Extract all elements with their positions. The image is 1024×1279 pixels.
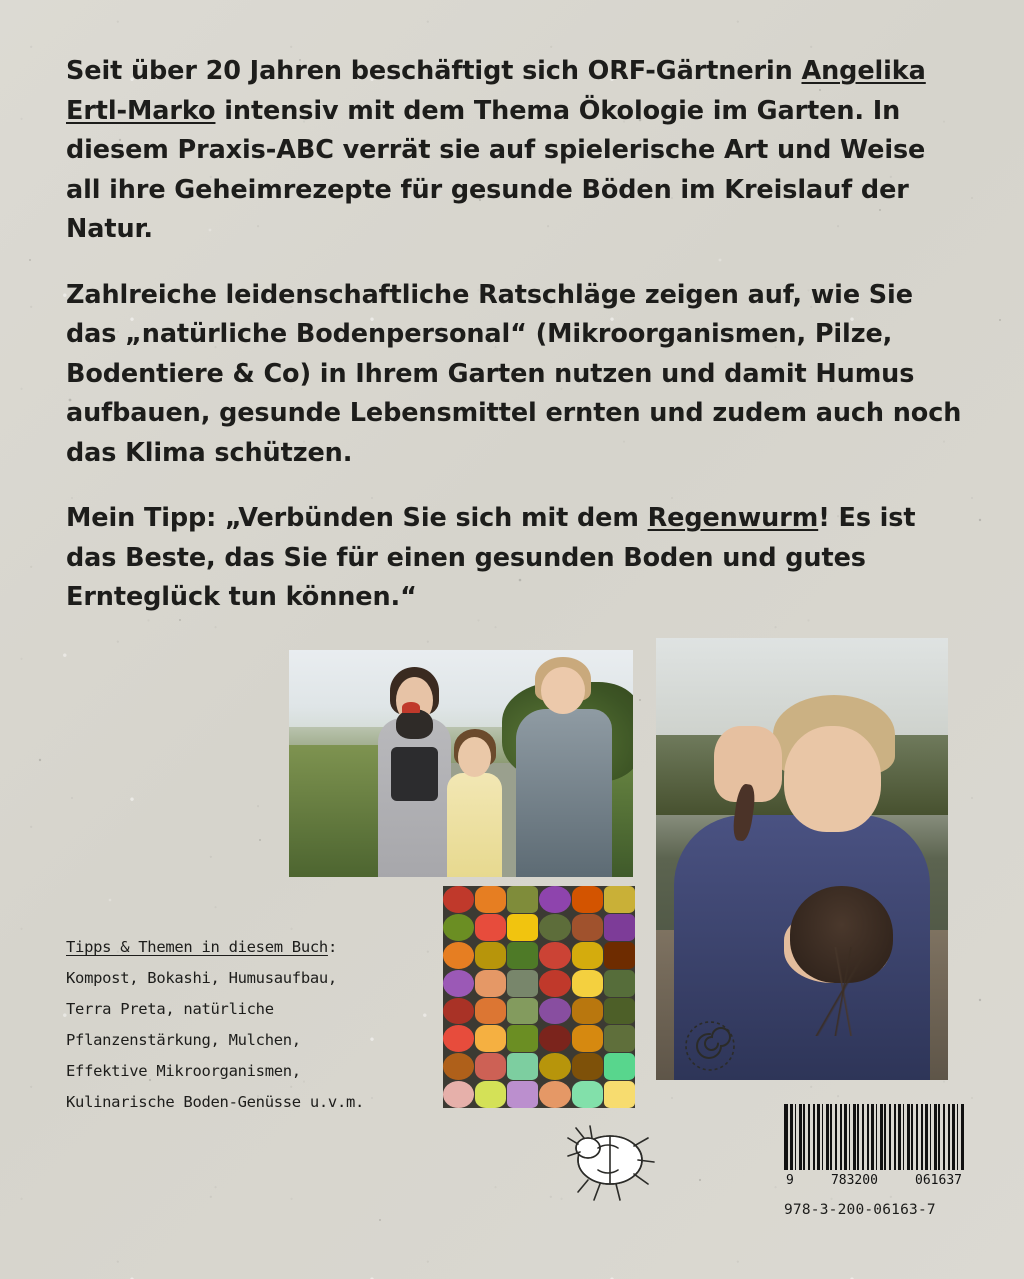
vegetable-mosaic [443,886,635,1108]
barcode-image [784,1104,964,1170]
vegetable-tile [604,886,635,913]
vegetable-tile [475,1025,506,1052]
vegetable-tile [539,886,570,913]
vegetable-tile [539,1053,570,1080]
photo-family [289,650,633,877]
vegetable-tile [604,1025,635,1052]
topics-heading: Tipps & Themen in diesem Buch [66,938,328,956]
person-teen [378,718,450,877]
vegetable-tile [572,942,603,969]
blurb-p3-text-1: Mein Tipp: „Verbünden Sie sich mit dem [66,503,648,534]
vegetable-tile [443,970,474,997]
vegetable-tile [475,1081,506,1108]
barcode-block [784,1104,964,1218]
vegetable-tile [507,970,538,997]
vegetable-tile [475,970,506,997]
vegetable-tile [604,1053,635,1080]
vegetable-tile [443,942,474,969]
photo-vegetables [443,886,635,1108]
vegetable-tile [572,970,603,997]
vegetable-tile [507,886,538,913]
regenwurm-highlight: Regenwurm [647,503,819,534]
vegetable-tile [507,1081,538,1108]
barcode-group-2: 061637 [915,1173,962,1188]
author-name-highlight: Angelika Ertl-Marko [66,56,926,126]
head [541,667,585,714]
vegetable-tile [507,942,538,969]
vegetable-tile [475,886,506,913]
blurb-p3-text-2: ! Es ist das Beste, das Sie für einen gesunden Boden und gutes Ernteglück tun können.“ [66,503,916,613]
vegetable-tile [443,914,474,941]
blurb-p1-text-1: Seit über 20 Jahren beschäftigt sich ORF-Gärtnerin [66,56,802,86]
beetle-icon [548,1104,668,1214]
vegetable-tile [475,914,506,941]
vegetable-tile [443,886,474,913]
topics-block [66,932,366,1118]
vegetable-tile [539,942,570,969]
vegetable-tile [443,1025,474,1052]
blurb-p1-text-2: intensiv mit dem Thema Ökologie im Garten. In diesem Praxis-ABC verrät sie auf spielerische Art und Weise all ihre Geheimrezepte für gesunde Böden im Kreislauf der Natur. [66,95,926,245]
vegetable-tile [572,998,603,1025]
vegetable-tile [572,886,603,913]
back-cover-copy [66,52,966,644]
vegetable-tile [572,1053,603,1080]
vegetable-tile [507,914,538,941]
vegetable-tile [443,1081,474,1108]
barcode-digits [784,1173,964,1188]
vegetable-tile [539,914,570,941]
vegetable-tile [507,1053,538,1080]
vegetable-tile [539,1025,570,1052]
vegetable-tile [443,998,474,1025]
person-woman [516,709,612,877]
vegetable-tile [475,1053,506,1080]
vegetable-tile [443,1053,474,1080]
person-child [447,773,502,877]
chicken [396,709,434,739]
head [784,726,880,832]
topics-text: : Kompost, Bokashi, Humusaufbau, Terra Preta, natürliche Pflanzenstärkung, Mulchen, Effektive Mikroorganismen, Kulinarische Boden-Genüsse u.v.m. [66,938,365,1111]
head [458,737,491,777]
vegetable-tile [572,914,603,941]
roots [802,947,890,1035]
vegetable-tile [604,970,635,997]
vegetable-tile [572,1025,603,1052]
vegetable-tile [475,942,506,969]
vegetable-tile [604,914,635,941]
barcode-group-1: 783200 [830,1173,878,1188]
vegetable-tile [539,970,570,997]
blurb-paragraph-1 [66,52,966,250]
vegetable-tile [507,1025,538,1052]
vegetable-tile [604,998,635,1025]
barcode-left-digit: 9 [786,1173,794,1188]
vegetable-tile [539,998,570,1025]
blurb-paragraph-2: Zahlreiche leidenschaftliche Ratschläge zeigen auf, wie Sie das „natürliche Bodenpersonal“ (Mikroorganismen, Pilze, Bodentiere & Co) in Ihrem Garten nutzen und damit Humus aufbauen, gesunde Lebensmittel ernten und zudem auch noch das Klima schützen. [66,279,962,468]
shirt-print [391,747,437,801]
isbn-text: 978-3-200-06163-7 [784,1202,936,1218]
vegetable-tile [507,998,538,1025]
blurb-paragraph-3 [66,499,966,618]
snail-icon [684,1020,736,1072]
vegetable-tile [604,942,635,969]
photo-worm [656,638,948,1080]
vegetable-tile [475,998,506,1025]
